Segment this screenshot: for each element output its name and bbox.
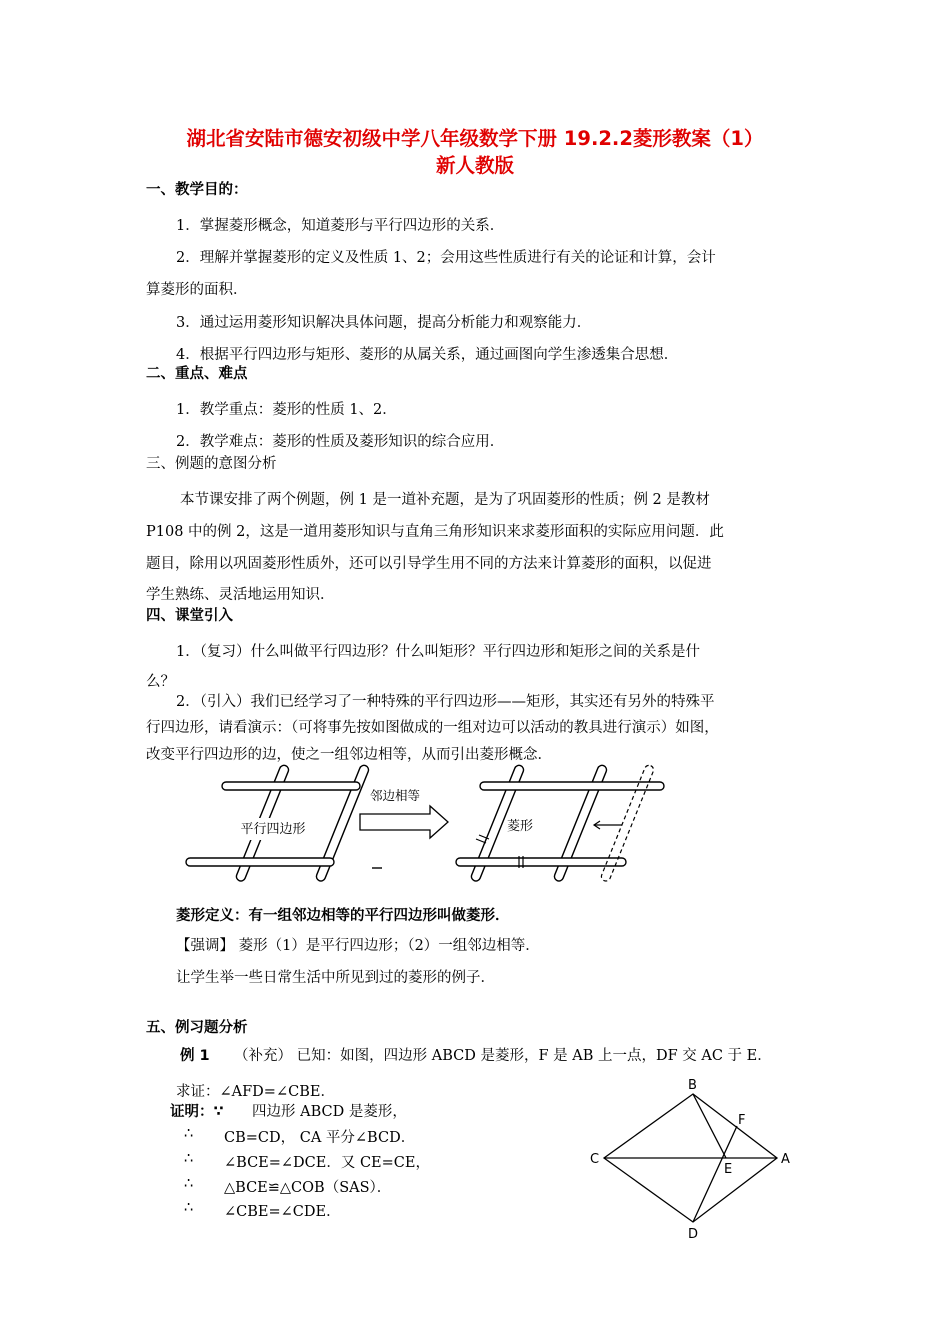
section1-item: 4．根据平行四边形与矩形、菱形的从属关系，通过画图向学生渗透集合思想． [176,347,679,363]
section1-item: 2．理解并掌握菱形的定义及性质 1、2；会用这些性质进行有关的论证和计算，会计 [176,250,716,266]
right-bottom-bar [456,858,626,866]
examples-prompt: 让学生举一些日常生活中所见到过的菱形的例子． [176,970,495,986]
section1-item: 3．通过运用菱形知识解决具体问题，提高分析能力和观察能力． [176,315,592,331]
proof-goal: 求证：∠AFD=∠CBE． [176,1084,335,1100]
emphasis-note: 【强调】 菱形（1）是平行四边形；（2）一组邻边相等． [176,938,540,954]
point-d-label: D [688,1227,699,1242]
point-c-label: C [590,1152,600,1167]
example1-label: 例 1 [180,1048,210,1064]
section4-line: 改变平行四边形的边，使之一组邻边相等，从而引出菱形概念． [146,747,552,763]
section3-line: 题目，除用以巩固菱形性质外，还可以引导学生用不同的方法来计算菱形的面积，以促进 [146,556,712,572]
left-top-bar [222,782,360,790]
section4-heading: 四、课堂引入 [146,608,233,624]
section1-item: 1．掌握菱形概念，知道菱形与平行四边形的关系． [176,218,505,234]
proof-line: ∠CBE=∠CDE． [224,1204,341,1220]
proof-line: CB=CD， CA 平分∠BCD． [224,1130,416,1146]
example1-text: （补充） 已知：如图，四边形 ABCD 是菱形，F 是 AB 上一点，DF 交 AC 于 E． [234,1048,772,1064]
section3-heading: 三、例题的意图分析 [146,456,277,472]
section3-line: 学生熟练、灵活地运用知识． [146,587,335,603]
document-title-line2: 新人教版 [435,154,514,177]
section3-line: 本节课安排了两个例题，例 1 是一道补充题，是为了巩固菱形的性质；例 2 是教材 [180,492,710,508]
proof-label: 证明：∵ [170,1104,224,1120]
right-top-bar [480,782,664,790]
rhombus-abcd-figure [580,1072,800,1242]
section4-line: 1．（复习）什么叫做平行四边形？什么叫矩形？平行四边形和矩形之间的关系是什 [176,644,700,660]
section4-line: 2．（引入）我们已经学习了一种特殊的平行四边形——矩形，其实还有另外的特殊平 [176,694,715,710]
section1-item: 算菱形的面积． [146,282,248,298]
point-e-label: E [724,1162,733,1177]
right-arrow-icon [360,806,448,838]
point-a-label: A [781,1152,790,1167]
section5-heading: 五、例习题分析 [146,1020,248,1036]
proof-line: ∠BCE=∠DCE．又 CE=CE， [224,1155,430,1171]
section4-line: 么？ [146,674,175,690]
parallelogram-label: 平行四边形 [240,822,306,837]
rhombus-demo-figure [180,762,700,884]
rhombus-label: 菱形 [506,819,534,834]
therefore-symbol: ∴ [184,1200,194,1216]
section2-item: 1．教学重点：菱形的性质 1、2． [176,402,397,418]
section2-heading: 二、重点、难点 [146,366,248,382]
section4-line: 行四边形，请看演示：（可将事先按如图做成的一组对边可以活动的教具进行演示）如图， [146,720,719,736]
therefore-symbol: ∴ [184,1151,194,1167]
therefore-symbol: ∴ [184,1176,194,1192]
point-f-label: F [738,1113,746,1128]
therefore-symbol: ∴ [184,1126,194,1142]
proof-line: 四边形 ABCD 是菱形， [252,1104,407,1120]
arrow-label: 邻边相等 [369,788,421,803]
document-title-line1: 湖北省安陆市德安初级中学八年级数学下册 19.2.2菱形教案（1） [186,127,764,150]
proof-line: △BCE≌△COB（SAS）． [224,1180,392,1196]
segment-be [693,1094,726,1158]
section2-item: 2．教学难点：菱形的性质及菱形知识的综合应用． [176,434,505,450]
section1-heading: 一、教学目的： [146,182,248,198]
section3-line: P108 中的例 2，这是一道用菱形知识与直角三角形知识来求菱形面积的实际应用问题．此 [146,524,724,540]
point-b-label: B [688,1078,697,1093]
rhombus-definition: 菱形定义：有一组邻边相等的平行四边形叫做菱形． [176,908,510,924]
left-bottom-bar [186,858,334,866]
